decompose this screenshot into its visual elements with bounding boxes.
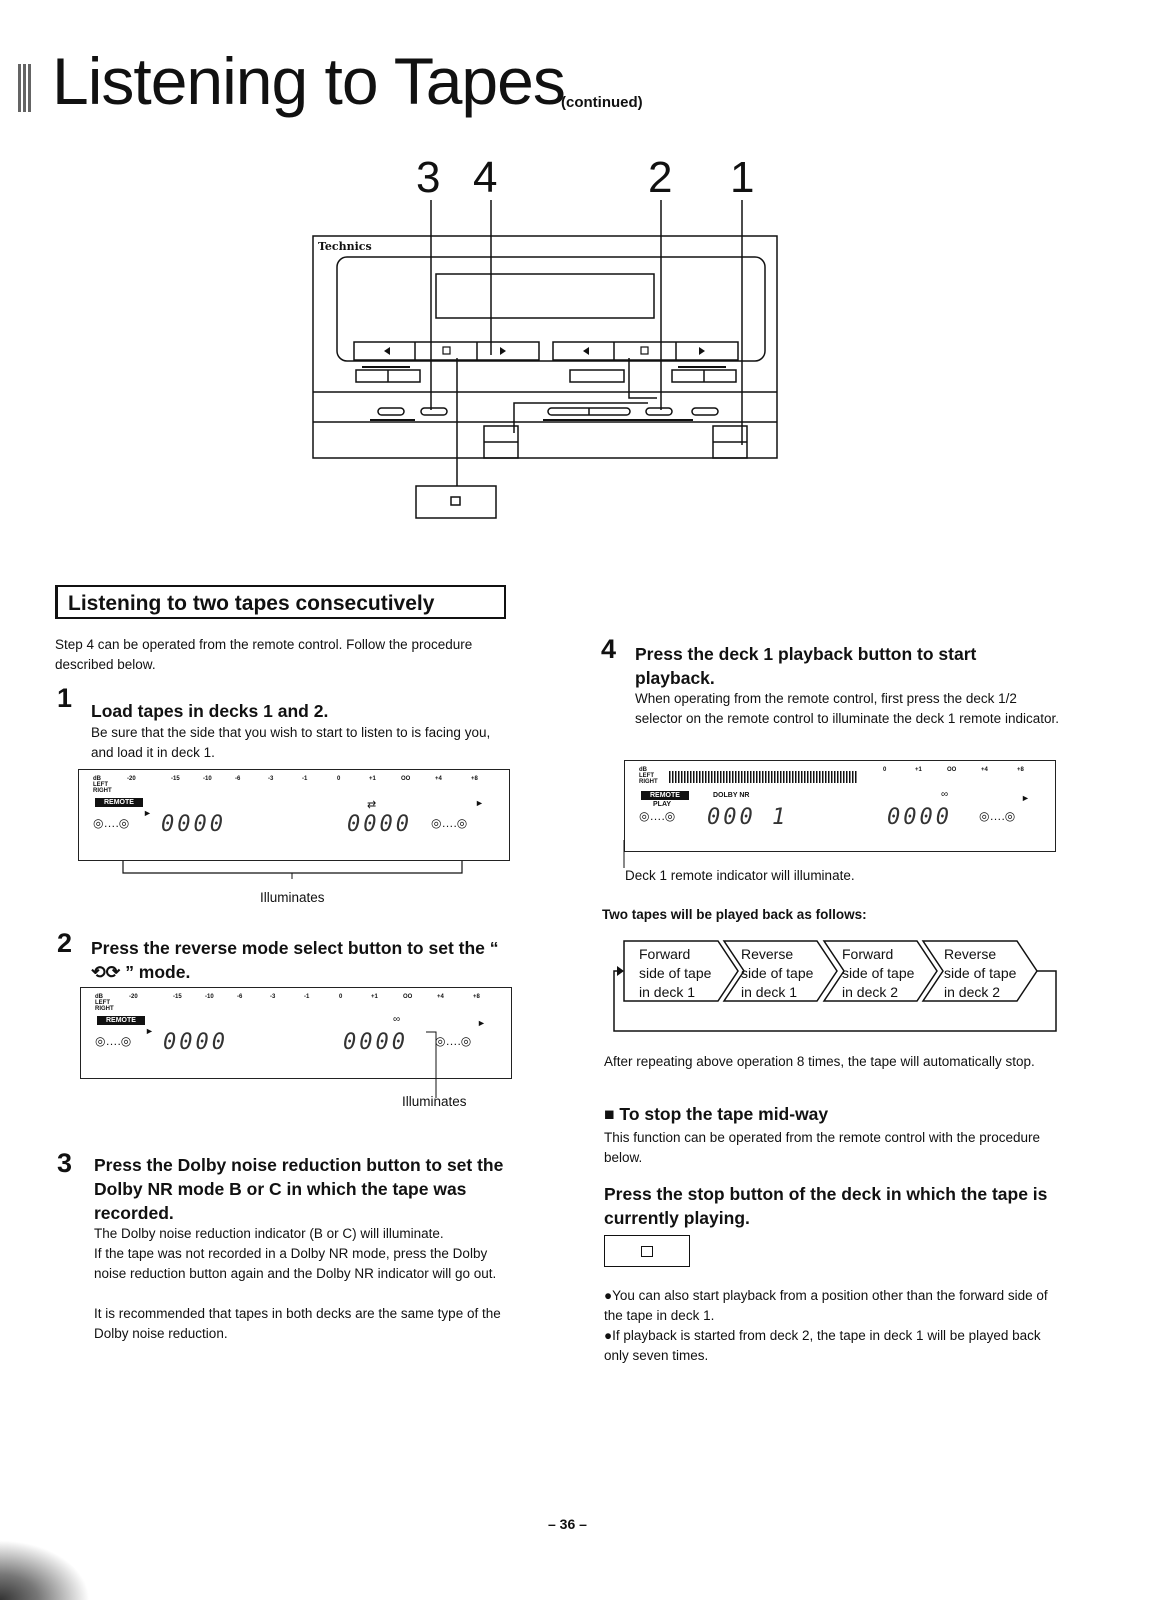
section-heading: Listening to two tapes consecutively — [55, 585, 506, 619]
fl-display-4 — [624, 760, 1056, 852]
scale-tick: OO — [401, 776, 411, 782]
reel-icon: ◎….◎ — [431, 816, 468, 830]
scale-tick: -20 — [129, 994, 138, 1000]
step-1-heading: Load tapes in decks 1 and 2. — [91, 701, 329, 721]
counter-right: 0000 — [887, 805, 952, 830]
scale-tick: -6 — [237, 994, 243, 1000]
intro-text: Step 4 can be operated from the remote control. Follow the procedure described below. — [55, 637, 473, 672]
step-2-number: 2 — [57, 928, 73, 958]
stop-button-icon — [604, 1235, 690, 1267]
level-meter-bars — [669, 771, 857, 783]
step-4-caption: Deck 1 remote indicator will illuminate. — [625, 868, 855, 883]
scale-tick: 0 — [337, 776, 341, 782]
scale-tick: -1 — [302, 776, 308, 782]
dolby-indicator: DOLBY NR — [713, 792, 750, 799]
remote-indicator: REMOTE — [97, 1016, 145, 1025]
left-label: LEFT — [639, 773, 654, 779]
scale-tick: -3 — [270, 994, 276, 1000]
db-label: dB — [95, 994, 103, 1000]
remote-indicator: REMOTE — [95, 798, 143, 807]
remote-indicator: REMOTE — [641, 791, 689, 800]
scale-tick: +4 — [437, 994, 444, 1000]
scale-tick: +1 — [371, 994, 378, 1000]
scale-tick: -3 — [268, 776, 274, 782]
fl-display-1 — [78, 769, 510, 861]
play-arrow-icon: ► — [475, 798, 484, 808]
step-4-number: 4 — [601, 634, 617, 664]
callout-1: 1 — [730, 153, 755, 202]
callout-4: 4 — [473, 153, 498, 202]
reel-icon: ◎….◎ — [95, 1034, 132, 1048]
counter-right: 0000 — [343, 1030, 408, 1055]
flow-step-3-line-1: Forward — [842, 946, 894, 962]
play-arrow-icon: ► — [145, 1026, 154, 1036]
page-title-suffix: (continued) — [561, 94, 643, 111]
fl-display-2 — [80, 987, 512, 1079]
illuminates-leader-2 — [426, 1030, 440, 1100]
db-label: dB — [93, 776, 101, 782]
flow-step-1-line-2: side of tape — [639, 965, 712, 981]
play-indicator: PLAY — [653, 801, 672, 808]
scale-tick: +1 — [369, 776, 376, 782]
step-1-caption: Illuminates — [260, 890, 325, 905]
scale-tick: 0 — [883, 767, 887, 773]
scale-tick: -20 — [127, 776, 136, 782]
scale-tick: -10 — [205, 994, 214, 1000]
play-arrow-icon: ► — [143, 808, 152, 818]
flow-step-3-line-3: in deck 2 — [842, 984, 899, 1000]
brand-logo: Technics — [318, 240, 372, 253]
counter-left: 0000 — [163, 1030, 228, 1055]
step-2-caption: Illuminates — [402, 1094, 467, 1109]
playback-order-heading: Two tapes will be played back as follows: — [602, 907, 867, 922]
tape-deck-illustration — [300, 200, 800, 530]
db-label: dB — [639, 767, 647, 773]
repeat-mode-icon: ∞ — [393, 1014, 401, 1025]
reverse-mode-icon: ⇄ — [367, 799, 377, 811]
stop-heading: ■ To stop the tape mid-way — [604, 1104, 829, 1124]
stop-instruction: Press the stop button of the deck in which the tape is currently playing. — [604, 1184, 1048, 1228]
repeat-note: After repeating above operation 8 times, the tape will automatically stop. — [604, 1054, 1035, 1069]
scale-tick: +8 — [1017, 767, 1024, 773]
counter-right: 0000 — [347, 812, 412, 837]
step-3-heading: Press the Dolby noise reduction button to set the Dolby NR mode B or C in which the tape was recorded. — [94, 1155, 504, 1223]
right-label: RIGHT — [95, 1006, 114, 1012]
flow-step-2-line-2: side of tape — [741, 965, 814, 981]
counter-left: 0000 — [161, 812, 226, 837]
reel-icon: ◎….◎ — [979, 809, 1016, 823]
scale-tick: +8 — [471, 776, 478, 782]
step-3-body-3: It is recommended that tapes in both decks are the same type of the Dolby noise reduction. — [94, 1306, 501, 1341]
step-1-number: 1 — [57, 683, 73, 713]
scale-tick: -10 — [203, 776, 212, 782]
scale-tick: -15 — [171, 776, 180, 782]
step-1-body: Be sure that the side that you wish to start to listen to is facing you, and load it in deck 1. — [91, 725, 491, 760]
reel-icon: ◎….◎ — [639, 809, 676, 823]
scale-tick: -6 — [235, 776, 241, 782]
scale-tick: +8 — [473, 994, 480, 1000]
title-marker — [18, 64, 32, 112]
page-title: Listening to Tapes — [52, 44, 565, 118]
note-2: ●If playback is started from deck 2, the tape in deck 1 will be played back only seven times. — [604, 1328, 1041, 1363]
scale-tick: +1 — [915, 767, 922, 773]
right-label: RIGHT — [639, 779, 658, 785]
stop-square-icon — [641, 1246, 653, 1257]
left-label: LEFT — [93, 782, 108, 788]
page-number: – 36 – — [548, 1516, 587, 1532]
step-4-body: When operating from the remote control, first press the deck 1/2 selector on the remote control to illuminate the deck 1 remote indicator. — [635, 691, 1059, 726]
right-label: RIGHT — [93, 788, 112, 794]
scan-artifact — [0, 1540, 90, 1600]
flow-step-4-line-3: in deck 2 — [944, 984, 1001, 1000]
note-1: ●You can also start playback from a position other than the forward side of the tape in deck 1. — [604, 1288, 1048, 1323]
reel-icon: ◎….◎ — [93, 816, 130, 830]
flow-step-4-line-1: Reverse — [944, 946, 997, 962]
flow-step-2-line-3: in deck 1 — [741, 984, 798, 1000]
stop-body: This function can be operated from the remote control with the procedure below. — [604, 1130, 1040, 1165]
illuminates-bracket-1 — [122, 861, 467, 879]
step-3-body-1: The Dolby noise reduction indicator (B or C) will illuminate. — [94, 1226, 444, 1241]
play-arrow-icon: ► — [477, 1018, 486, 1028]
scale-tick: -15 — [173, 994, 182, 1000]
flow-step-3-line-2: side of tape — [842, 965, 915, 981]
callout-2: 2 — [648, 153, 673, 202]
flow-step-2-line-1: Reverse — [741, 946, 794, 962]
step-3-number: 3 — [57, 1148, 73, 1178]
callout-3: 3 — [416, 153, 441, 202]
play-arrow-icon: ► — [1021, 793, 1030, 803]
scale-tick: +4 — [981, 767, 988, 773]
scale-tick: OO — [403, 994, 413, 1000]
scale-tick: OO — [947, 767, 957, 773]
scale-tick: 0 — [339, 994, 343, 1000]
scale-tick: -1 — [304, 994, 310, 1000]
step-3-body-2: If the tape was not recorded in a Dolby NR mode, press the Dolby noise reduction button again and the Dolby NR indicator will go out. — [94, 1246, 497, 1281]
step-2-heading: Press the reverse mode select button to set the “ ⟲⟳ ” mode. — [91, 938, 499, 982]
reel-icon: ◎….◎ — [435, 1034, 472, 1048]
flow-step-4-line-2: side of tape — [944, 965, 1017, 981]
flow-step-1-line-3: in deck 1 — [639, 984, 696, 1000]
scale-tick: +4 — [435, 776, 442, 782]
repeat-mode-icon: ∞ — [941, 789, 949, 800]
counter-deck1: 000 1 — [707, 805, 789, 830]
left-label: LEFT — [95, 1000, 110, 1006]
step-4-heading: Press the deck 1 playback button to start playback. — [635, 644, 977, 688]
flow-step-1-line-1: Forward — [639, 946, 691, 962]
